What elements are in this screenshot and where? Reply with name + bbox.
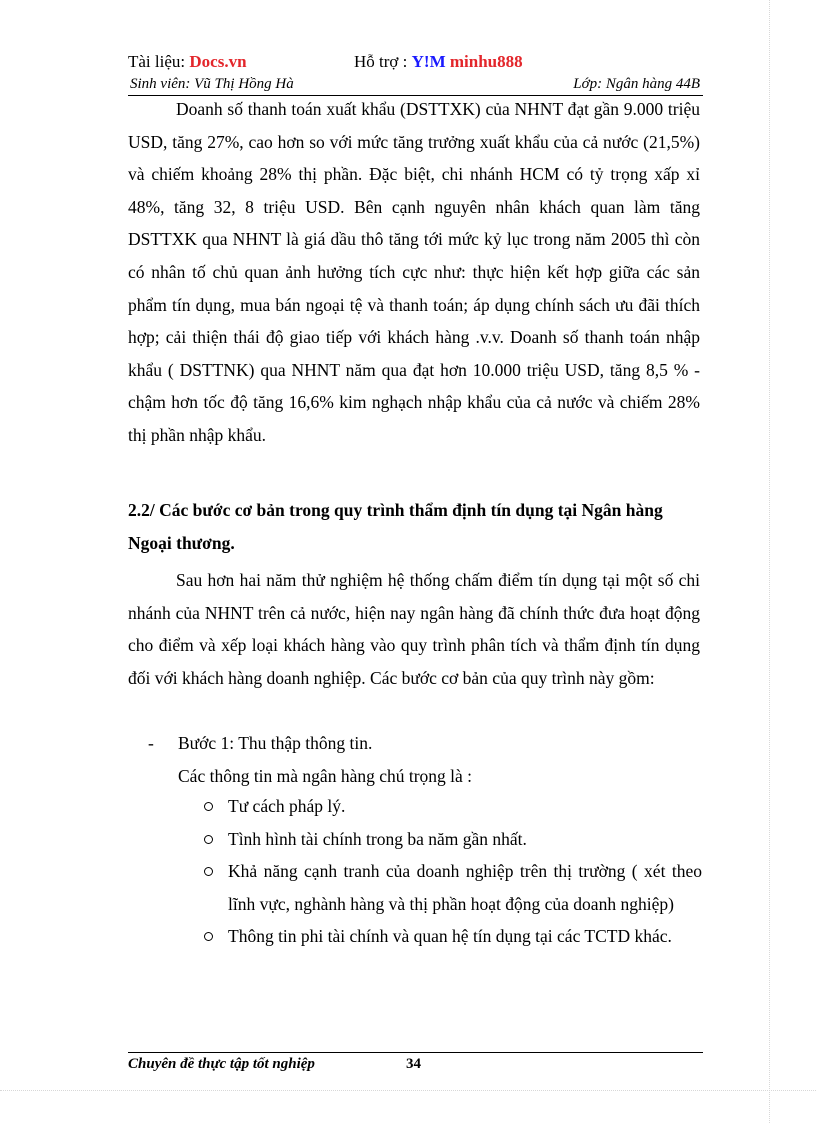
list-item [204, 920, 702, 953]
step-1-text: Bước 1: Thu thập thông tin. [178, 733, 373, 753]
doc-link[interactable]: Docs.vn [189, 52, 247, 71]
bullet-text: Tình hình tài chính trong ba năm gần nhất. [228, 828, 527, 849]
circle-bullet-icon [204, 867, 213, 876]
page-margin-guide [0, 1090, 816, 1091]
support-info [354, 52, 523, 72]
doc-label: Tài liệu: [128, 52, 190, 71]
list-item [204, 790, 702, 823]
dash-marker: - [148, 733, 154, 753]
section-heading: 2.2/ Các bước cơ bản trong quy trình thẩm định tín dụng tại Ngân hàng Ngoại thương. [128, 500, 663, 553]
circle-bullet-icon [204, 932, 213, 941]
info-bullet-list [204, 790, 702, 953]
class-name: Lớp: Ngân hàng 44B [573, 76, 700, 92]
footer-title: Chuyên đề thực tập tốt nghiệp [128, 1056, 315, 1072]
student-name: Sinh viên: Vũ Thị Hồng Hà [130, 76, 294, 92]
header-top-line [128, 52, 708, 74]
support-label: Hỗ trợ : [354, 52, 412, 71]
support-nick: minhu888 [445, 52, 523, 71]
circle-bullet-icon [204, 835, 213, 844]
list-item [204, 823, 702, 856]
bullet-text: Tư cách pháp lý. [228, 796, 346, 816]
list-item [204, 855, 702, 920]
paragraph-credit-scoring: Sau hơn hai năm thử nghiệm hệ thống chấm điểm tín dụng tại một số chi nhánh của NHNT trên cả nước, hiện nay ngân hàng đã chính thức đưa hoạt động cho điểm và xếp loại khách hàng vào quy trình phân tích và thẩm định tín dụng đối với khách hàng doanh nghiệp. Các bước cơ bản của quy trình này gồm: [128, 570, 700, 688]
info-intro: Các thông tin mà ngân hàng chú trọng là : [178, 766, 473, 786]
paragraph-export-payments: Doanh số thanh toán xuất khẩu (DSTTXK) của NHNT đạt gần 9.000 triệu USD, tăng 27%, cao hơn so với mức tăng trưởng xuất khẩu của cả nước (21,5%) và chiếm khoảng 28% thị phần. Đặc biệt, chi nhánh HCM có tỷ trọng xấp xỉ 48%, tăng 32, 8 triệu USD. Bên cạnh nguyên nhân khách quan làm tăng DSTTXK qua NHNT là giá dầu thô tăng tới mức kỷ lục trong năm 2005 thì còn có nhân tố chủ quan ảnh hưởng tích cực như: thực hiện kết hợp giữa các sản phẩm tín dụng, mua bán ngoại tệ và thanh toán; áp dụng chính sách ưu đãi thích hợp; cải thiện thái độ giao tiếp với khách hàng .v.v. Doanh số thanh toán nhập khẩu ( DSTTNK) qua NHNT năm qua đạt hơn 10.000 triệu USD, tăng 8,5 % - chậm hơn tốc độ tăng 16,6% kim nghạch nhập khẩu của cả nước và chiếm 28% thị phần nhập khẩu. [128, 99, 700, 445]
footer-divider [128, 1052, 703, 1053]
doc-source [128, 52, 247, 72]
circle-bullet-icon [204, 802, 213, 811]
page-margin-guide [769, 0, 770, 1123]
ym-label: Y!M [411, 52, 446, 71]
bullet-text: Thông tin phi tài chính và quan hệ tín dụng tại các TCTD khác. [228, 926, 672, 947]
page-number: 34 [406, 1056, 421, 1072]
bullet-text: Khả năng cạnh tranh của doanh nghiệp trên thị trường ( xét theo lĩnh vực, nghành hàng và thị phần hoạt động của doanh nghiệp) [228, 861, 702, 914]
